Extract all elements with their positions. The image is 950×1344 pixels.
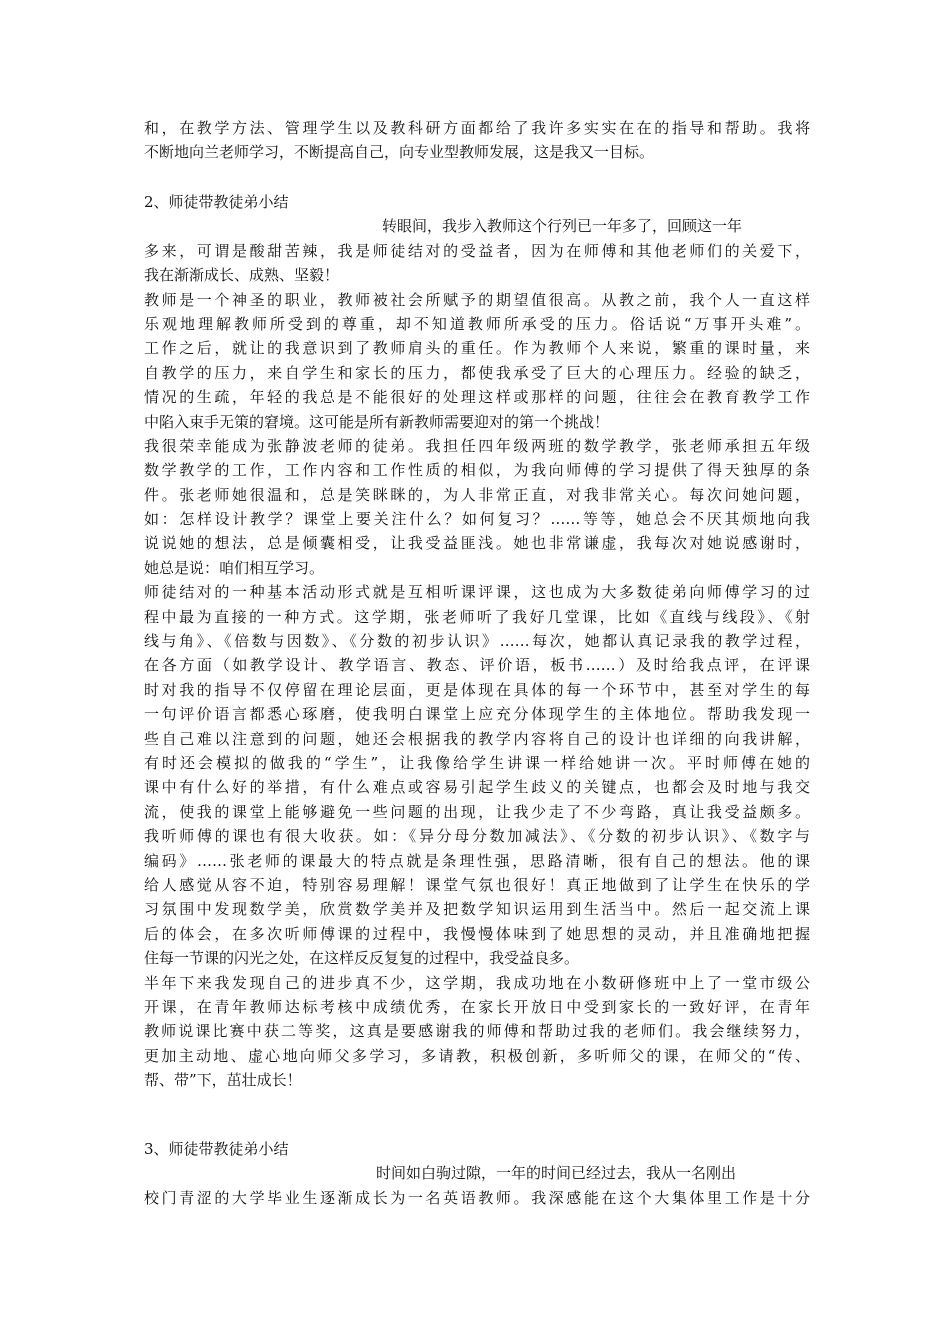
- body-line: 乐观地理解教师所受到的尊重，却不知道教师所承受的压力。俗话说“万事开头难”。: [144, 314, 810, 333]
- body-line: 有时还会模拟的做我的“学生”，让我像给学生讲课一样给她讲一次。平时师傅在她的: [144, 753, 810, 772]
- body-line: 情况的生疏，年轻的我总是不能很好的处理这样或那样的问题，往往会在教育教学工作: [144, 388, 810, 407]
- body-line: 我在渐渐成长、成熟、坚毅！: [144, 266, 340, 285]
- body-line: 半年下来我发现自己的进步真不少，这学期，我成功地在小数研修班中上了一堂市级公: [144, 973, 810, 992]
- body-line: 线与角》、《倍数与因数》、《分数的初步认识》……每次，她都认真记录我的教学过程，: [144, 632, 810, 651]
- section-first-line: 转眼间，我步入教师这个行列已一年多了，回顾这一年: [382, 217, 743, 236]
- body-line: 更加主动地、虚心地向师父多学习，多请教，积极创新，多听师父的课，在师父的“传、: [144, 1046, 810, 1065]
- body-line: 师徒结对的一种基本活动形式就是互相听课评课，这也成为大多数徒弟向师傅学习的过: [144, 583, 810, 602]
- body-line: 些自己难以注意到的问题，她还会根据我的教学内容将自己的设计也详细的向我讲解，: [144, 729, 810, 748]
- body-line: 校门青涩的大学毕业生逐渐成长为一名英语教师。我深感能在这个大集体里工作是十分: [144, 1188, 810, 1207]
- section-heading: 2、师徒带教徒弟小结: [144, 193, 289, 211]
- body-line: 一句评价语言都悉心琢磨，使我明白课堂上应充分体现学生的主体地位。帮助我发现一: [144, 705, 810, 724]
- body-line: 说说她的想法，总是倾囊相受，让我受益匪浅。她也非常谦虚，我每次对她说感谢时，: [144, 534, 810, 553]
- body-line: 工作之后，就让的我意识到了教师肩头的重任。作为教师个人来说，繁重的课时量，来: [144, 339, 810, 358]
- body-line: 自教学的压力，来自学生和家长的压力，都使我承受了巨大的心理压力。经验的缺乏，: [144, 363, 810, 382]
- body-line: 程中最为直接的一种方式。这学期，张老师听了我好几堂课，比如《直线与线段》、《射: [144, 607, 810, 626]
- body-line: 流，使我的课堂上能够避免一些问题的出现，让我少走了不少弯路，真让我受益颇多。: [144, 802, 810, 821]
- body-line: 她总是说：咱们相互学习。: [144, 558, 325, 577]
- body-line: 时对我的指导不仅停留在理论层面，更是体现在具体的每一个环节中，甚至对学生的每: [144, 680, 810, 699]
- body-line: 习氛围中发现数学美，欣赏数学美并及把数学知识运用到生活当中。然后一起交流上课: [144, 900, 810, 919]
- body-line: 如：怎样设计教学？课堂上要关注什么？如何复习？……等等，她总会不厌其烦地向我: [144, 510, 810, 529]
- intro-paragraph: [144, 116, 810, 165]
- body-line: 开课，在青年教师达标考核中成绩优秀，在家长开放日中受到家长的一致好评，在青年: [144, 997, 810, 1016]
- section-3: [144, 1137, 810, 1210]
- body-line: 住每一节课的闪光之处，在这样反反复复的过程中，我受益良多。: [144, 949, 580, 968]
- section-heading: 3、师徒带教徒弟小结: [144, 1140, 289, 1158]
- intro-line: 不断地向兰老师学习，不断提高自己，向专业型教师发展，这是我又一目标。: [144, 143, 655, 162]
- body-line: 后的体会，在多次听师傅课的过程中，我慢慢体味到了她思想的灵动，并且准确地把握: [144, 924, 810, 943]
- section-first-line: 时间如白驹过隙，一年的时间已经过去，我从一名刚出: [376, 1164, 737, 1183]
- section-2: [144, 190, 810, 1092]
- body-line: 我听师傅的课也有很大收获。如：《异分母分数加减法》、《分数的初步认识》、《数字与: [144, 827, 810, 846]
- body-line: 给人感觉从容不迫，特别容易理解！课堂气氛也很好！真正地做到了让学生在快乐的学: [144, 875, 810, 894]
- body-line: 在各方面（如教学设计、教学语言、教态、评价语，板书……）及时给我点评，在评课: [144, 656, 810, 675]
- body-line: 多来，可谓是酸甜苦辣，我是师徒结对的受益者，因为在师傅和其他老师们的关爱下，: [144, 241, 810, 260]
- body-line: 我很荣幸能成为张静波老师的徒弟。我担任四年级两班的数学教学，张老师承担五年级: [144, 436, 810, 455]
- body-line: 课中有什么好的举措，有什么难点或容易引起学生歧义的关键点，也都会及时地与我交: [144, 778, 810, 797]
- body-line: 中陷入束手无策的窘境。这可能是所有新教师需要迎对的第一个挑战！: [144, 412, 610, 431]
- body-line: 件。张老师她很温和，总是笑眯眯的，为人非常正直，对我非常关心。每次问她问题，: [144, 485, 810, 504]
- body-line: 数学教学的工作，工作内容和工作性质的相似，为我向师傅的学习提供了得天独厚的条: [144, 461, 810, 480]
- body-line: 教师是一个神圣的职业，教师被社会所赋予的期望值很高。从教之前，我个人一直这样: [144, 290, 810, 309]
- body-line: 教师说课比赛中获二等奖，这真是要感谢我的师傅和帮助过我的老师们。我会继续努力，: [144, 1022, 810, 1041]
- body-line: 帮、带”下，茁壮成长！: [144, 1071, 302, 1090]
- intro-line: 和，在教学方法、管理学生以及教科研方面都给了我许多实实在在的指导和帮助。我将: [144, 119, 810, 137]
- body-line: 编码》……张老师的课最大的特点就是条理性强，思路清晰，很有自己的想法。他的课: [144, 851, 810, 870]
